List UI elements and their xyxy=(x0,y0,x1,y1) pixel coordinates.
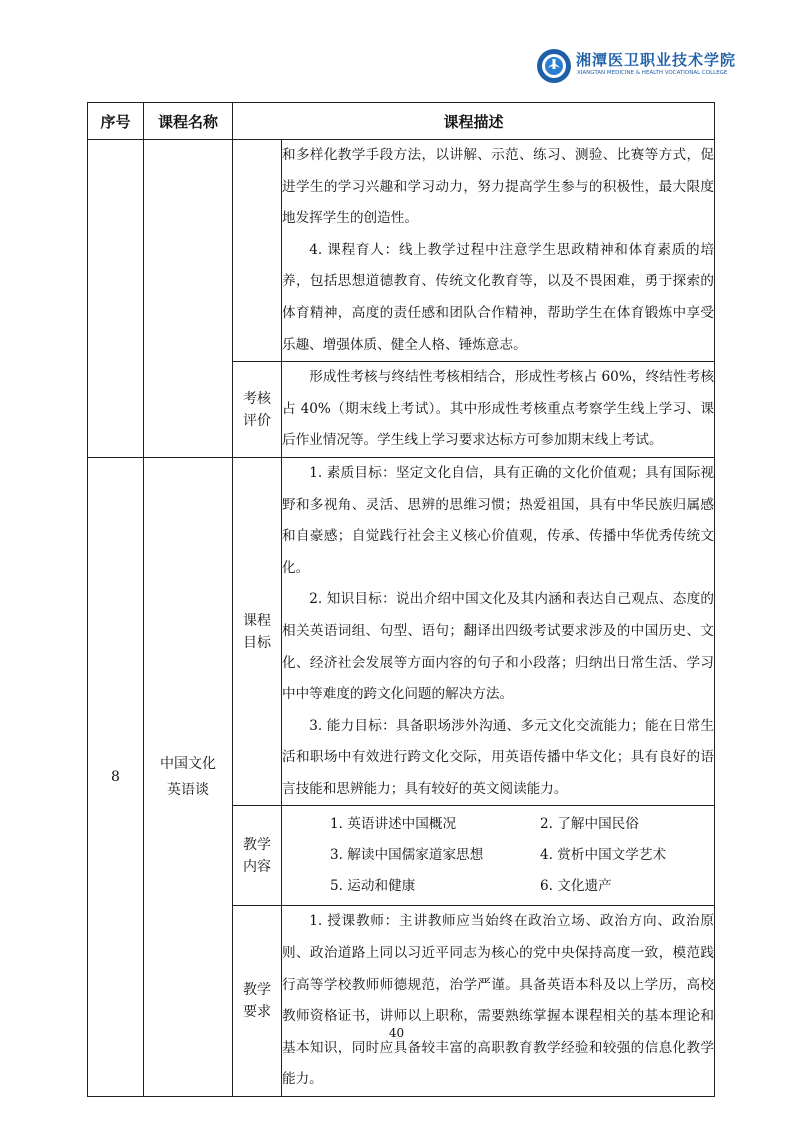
list-item: 1. 英语讲述中国概况 xyxy=(330,816,457,833)
req-label: 教学 要求 xyxy=(233,906,282,1097)
table-row xyxy=(88,457,715,806)
list-item: 4. 赏析中国文学艺术 xyxy=(540,847,667,864)
table-row xyxy=(88,140,715,362)
list-item: 5. 运动和健康 xyxy=(330,878,416,895)
list-item: 3. 解读中国儒家道家思想 xyxy=(330,847,484,864)
table-header-row xyxy=(88,103,715,140)
college-logo xyxy=(536,46,751,86)
college-seal-icon xyxy=(536,48,572,84)
college-name-cn: 湘潭医卫职业技术学院 xyxy=(576,51,737,69)
content-list xyxy=(282,806,714,905)
header-course-desc: 课程描述 xyxy=(233,103,715,140)
prev-seq-cell xyxy=(88,140,144,458)
page-number: 40 xyxy=(388,1026,405,1040)
req-desc-cell xyxy=(282,906,715,1097)
content-label: 教学 内容 xyxy=(233,806,282,906)
course-table xyxy=(87,102,715,1097)
goal-paragraph: 3. 能力目标：具备职场涉外沟通、多元文化交流能力；能在日常生活和职场中有效进行跨文化交际，用英语传播中华文化；具有良好的语言技能和思辨能力；具有较好的英文阅读能力。 xyxy=(282,717,715,797)
prev-desc-cell xyxy=(282,140,715,362)
assess-desc-cell xyxy=(282,362,715,458)
header-seq: 序号 xyxy=(88,103,144,140)
prev-label-cell xyxy=(233,140,282,362)
college-name-en: XIANGTAN MEDICINE & HEALTH VOCATIONAL COLLEGE xyxy=(577,70,728,76)
goal-paragraph: 2. 知识目标：说出介绍中国文化及其内涵和表达自己观点、态度的相关英语词组、句型、语句；翻译出四级考试要求涉及的中国历史、文化、经济社会发展等方面内容的句子和小段落；归纳出日常生活、学习中中等难度的跨文化问题的解决方法。 xyxy=(282,591,715,703)
desc-paragraph: 4. 课程育人：线上教学过程中注意学生思政精神和体育素质的培养，包括思想道德教育、传统文化教育等，以及不畏困难，勇于探索的体育精神，高度的责任感和团队合作精神，帮助学生在体育锻炼中享受乐趣、增强体质、健全人格、锤炼意志。 xyxy=(282,241,715,353)
goal-label: 课程 目标 xyxy=(233,457,282,806)
list-item: 6. 文化遗产 xyxy=(540,878,612,895)
goal-paragraph: 1. 素质目标：坚定文化自信，具有正确的文化价值观；具有国际视野和多视角、灵活、思辨的思维习惯；热爱祖国，具有中华民族归属感和自豪感；自觉践行社会主义核心价值观，传承、传播中华优秀传统文化。 xyxy=(282,464,715,576)
course-seq: 8 xyxy=(88,457,144,1096)
list-item: 2. 了解中国民俗 xyxy=(540,816,639,833)
assess-label: 考核 评价 xyxy=(233,362,282,458)
assess-text: 形成性考核与终结性考核相结合，形成性考核占 60%，终结性考核占 40%（期末线上考试）。其中形成性考核重点考察学生线上学习、课后作业情况等。学生线上学习要求达标方可参加期末线上考试。 xyxy=(282,369,715,449)
course-name: 中国文化 英语谈 xyxy=(144,457,233,1096)
header-course-name: 课程名称 xyxy=(144,103,233,140)
prev-name-cell xyxy=(144,140,233,458)
req-text: 1. 授课教师：主讲教师应当始终在政治立场、政治方向、政治原则、政治道路上同以习近平同志为核心的党中央保持高度一致，模范践行高等学校教师师德规范，治学严谨。具备英语本科及以上学历，高校教师资格证书，讲师以上职称，需要熟练掌握本课程相关的基本理论和基本知识，同时应具备较丰富的高职教育教学经验和较强的信息化教学能力。 xyxy=(282,913,715,1088)
goal-desc-cell xyxy=(282,457,715,806)
content-cell xyxy=(282,806,715,906)
desc-paragraph: 和多样化教学手段方法，以讲解、示范、练习、测验、比赛等方式，促进学生的学习兴趣和学习动力，努力提高学生参与的积极性，最大限度地发挥学生的创造性。 xyxy=(282,147,715,227)
